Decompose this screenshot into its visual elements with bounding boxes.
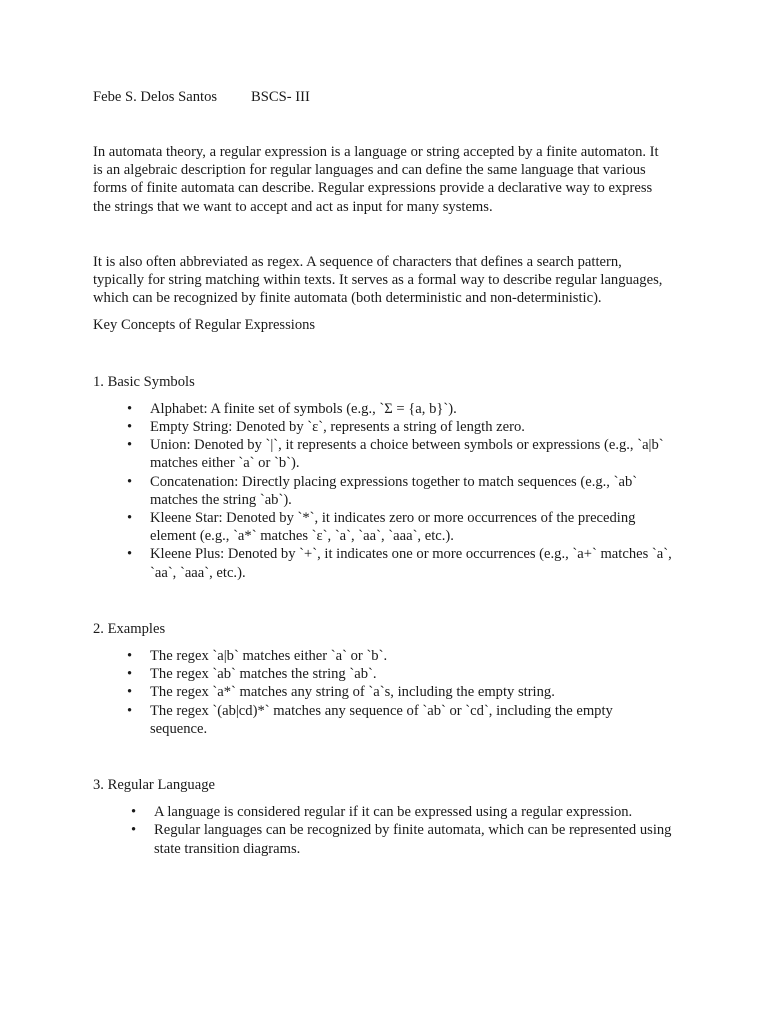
document-header (93, 88, 673, 106)
list-item: • A language is considered regular if it can be expressed using a regular expression. (93, 803, 673, 821)
list-item: • The regex `(ab|cd)*` matches any sequence of `ab` or `cd`, including the empty sequence. (93, 702, 673, 738)
course-label: BSCS- III (251, 89, 310, 105)
list-item: • The regex `a*` matches any string of `a`s, including the empty string. (93, 683, 673, 701)
list-item: • Kleene Plus: Denoted by `+`, it indicates one or more occurrences (e.g., `a+` matches `a`, `aa`, `aaa`, etc.). (93, 545, 673, 581)
section-regular-language (93, 776, 673, 858)
section-heading: 1. Basic Symbols (93, 373, 195, 390)
intro-paragraph: In automata theory, a regular expression is a language or string accepted by a finite automaton. It is an algebraic description for regular languages and can define the same language that various forms of finite automata can describe. Regular expressions provide a declarative way to express the strings that we want to accept and act as input for many systems. (93, 144, 659, 215)
list-item: • Concatenation: Directly placing expressions together to match sequences (e.g., `ab` matches the string `ab`). (93, 473, 673, 509)
list-item: • The regex `ab` matches the string `ab`. (93, 665, 673, 683)
section-examples (93, 620, 673, 738)
list-item: • Alphabet: A finite set of symbols (e.g., `Σ = {a, b}`). (93, 400, 673, 418)
key-concepts-title: Key Concepts of Regular Expressions (93, 317, 316, 334)
list-item: • Empty String: Denoted by `ε`, represents a string of length zero. (93, 418, 673, 436)
section-heading: 3. Regular Language (93, 777, 215, 794)
bullet-list (93, 400, 673, 582)
document-page (93, 88, 673, 858)
list-item: • The regex `a|b` matches either `a` or `b`. (93, 647, 673, 665)
regex-paragraph: It is also often abbreviated as regex. A sequence of characters that defines a search pattern, typically for string matching within texts. It serves as a formal way to describe regular languages, which can be recognized by finite automata (both deterministic and non-deterministic). (93, 253, 663, 307)
section-heading: 2. Examples (93, 620, 166, 637)
author-name: Febe S. Delos Santos (93, 89, 218, 105)
bullet-list (93, 803, 673, 858)
section-basic-symbols (93, 373, 673, 582)
bullet-list (93, 647, 673, 738)
list-item: • Kleene Star: Denoted by `*`, it indicates zero or more occurrences of the preceding element (e.g., `a*` matches `ε`, `a`, `aa`, `aaa`, etc.). (93, 509, 673, 545)
list-item: • Union: Denoted by `|`, it represents a choice between symbols or expressions (e.g., `a|b` matches either `a` or `b`). (93, 436, 673, 472)
list-item: • Regular languages can be recognized by finite automata, which can be represented using state transition diagrams. (93, 821, 673, 857)
